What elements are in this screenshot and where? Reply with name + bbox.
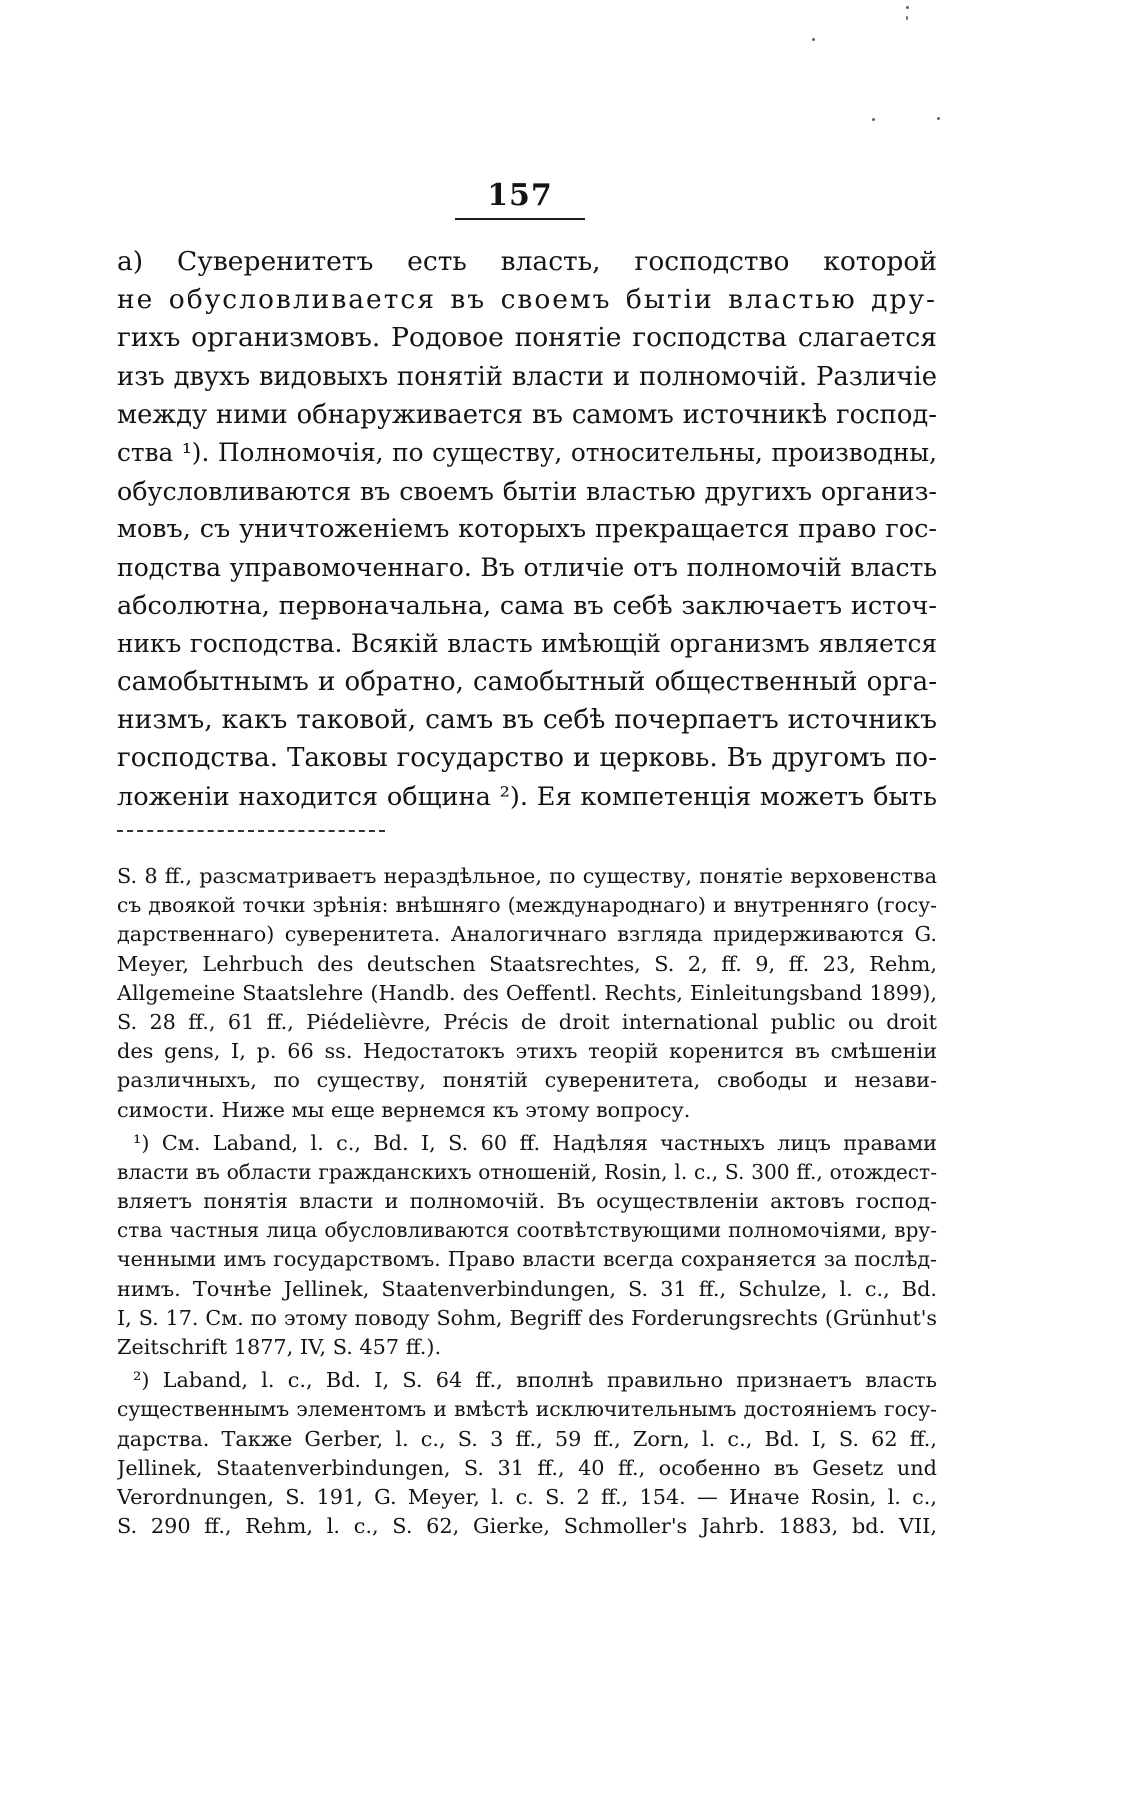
- footnote-line: ²) Laband, l. c., Bd. I, S. 64 ff., вполнѣ правильно признаетъ власть: [133, 1368, 937, 1393]
- body-line: мовъ, съ уничтоженіемъ которыхъ прекращается право гос-: [117, 514, 937, 545]
- print-speck: [906, 6, 909, 9]
- footnote-line: S. 8 ff., разсматриваетъ нераздѣльное, по существу, понятіе верховенства: [117, 864, 937, 888]
- footnote-line: Verordnungen, S. 191, G. Meyer, l. c. S. 2 ff., 154. — Иначе Rosin, l. c.,: [117, 1484, 937, 1509]
- footnote-line: S. 290 ff., Rehm, l. c., S. 62, Gierke, Schmoller's Jahrb. 1883, bd. VII,: [117, 1514, 937, 1539]
- footnote-line: нимъ. Точнѣе Jellinek, Staatenverbindungen, S. 31 ff., Schulze, l. c., Bd.: [117, 1276, 937, 1301]
- footnote-line: существеннымъ элементомъ и вмѣстѣ исключительнымъ достояніемъ госу-: [117, 1397, 937, 1422]
- page-number-rule: [455, 218, 585, 220]
- footnote-line: I, S. 17. См. по этому поводу Sohm, Begriff des Forderungsrechts (Grünhut's: [117, 1305, 937, 1330]
- print-speck: [872, 118, 875, 121]
- footnote-2: [117, 1366, 937, 1541]
- body-line: ложеніи находится община ²). Ея компетенція можетъ быть: [117, 781, 937, 812]
- print-speck: [812, 38, 815, 41]
- page-number: 157: [487, 178, 553, 213]
- body-line: низмъ, какъ таковой, самъ въ себѣ почерпаетъ источникъ: [117, 704, 937, 736]
- footnote-line: съ двоякой точки зрѣнія: внѣшняго (международнаго) и внутренняго (госу-: [117, 893, 937, 918]
- footnote-line: Allgemeine Staatslehre (Handb. des Oeffentl. Rechts, Einleitungsband 1899),: [117, 980, 937, 1005]
- footnote-line: ства частныя лица обусловливаются соотвѣтствующими полномочіями, вру-: [117, 1218, 937, 1243]
- footnote-line: ченными имъ государствомъ. Право власти всегда сохраняется за послѣд-: [117, 1247, 937, 1272]
- body-line: никъ господства. Всякій власть имѣющій организмъ является: [117, 628, 937, 658]
- footnote-line: des gens, I, p. 66 ss. Недостатокъ этихъ теорій коренится въ смѣшеніи: [117, 1039, 937, 1064]
- body-line: гихъ организмовъ. Родовое понятіе господства слагается: [117, 322, 937, 354]
- footnote-line: ¹) См. Laband, l. c., Bd. I, S. 60 ff. Надѣляя частныхъ лицъ правами: [133, 1130, 937, 1155]
- body-line: господства. Таковы государство и церковь. Въ другомъ по-: [117, 743, 937, 774]
- body-line: ства ¹). Полномочія, по существу, относительны, производны,: [117, 437, 937, 467]
- body-line: обусловливаются въ своемъ бытіи властью другихъ организ-: [117, 476, 937, 507]
- body-line: между ними обнаруживается въ самомъ источникѣ господ-: [117, 399, 937, 430]
- footnote-line: дарственнаго) суверенитета. Аналогичнаго взгляда придерживаются G.: [117, 922, 937, 947]
- print-speck: [937, 117, 940, 120]
- body-line: изъ двухъ видовыхъ понятій власти и полномочій. Различіе: [117, 361, 937, 392]
- body-line: не обусловливается въ своемъ бытіи властью дру-: [117, 284, 937, 316]
- footnote-line: Zeitschrift 1877, IV, S. 457 ff.).: [117, 1335, 442, 1359]
- footnote-line: симости. Ниже мы еще вернемся къ этому вопросу.: [117, 1097, 691, 1122]
- footnote-separator: [117, 830, 385, 832]
- footnotes: [117, 862, 937, 1545]
- print-speck: [906, 16, 908, 20]
- body-line: абсолютна, первоначальна, сама въ себѣ заключаетъ источ-: [117, 590, 937, 621]
- footnote-line: власти въ области гражданскихъ отношеній, Rosin, l. c., S. 300 ff., отождест-: [117, 1159, 937, 1184]
- body-line: подства управомоченнаго. Въ отличіе отъ полномочій власть: [117, 552, 937, 582]
- body-line: а) Суверенитетъ есть власть, господство которой: [117, 246, 937, 277]
- footnote-line: Jellinek, Staatenverbindungen, S. 31 ff., 40 ff., особенно въ Gesetz und: [117, 1455, 937, 1480]
- footnote-1: [117, 1129, 937, 1363]
- footnote-line: Meyer, Lehrbuch des deutschen Staatsrechtes, S. 2, ff. 9, ff. 23, Rehm,: [117, 951, 937, 976]
- footnote-line: S. 28 ff., 61 ff., Piédelièvre, Précis de droit international public ou droit: [117, 1009, 937, 1034]
- footnote-continuation: [117, 862, 937, 1125]
- body-line: самобытнымъ и обратно, самобытный общественный орга-: [117, 667, 937, 698]
- footnote-line: различныхъ, по существу, понятій суверенитета, свободы и незави-: [117, 1068, 937, 1093]
- footnote-line: вляетъ понятія власти и полномочій. Въ осуществленіи актовъ господ-: [117, 1189, 937, 1214]
- footnote-line: дарства. Также Gerber, l. c., S. 3 ff., 59 ff., Zorn, l. c., Bd. I, S. 62 ff.,: [117, 1426, 937, 1451]
- main-text: [117, 243, 937, 816]
